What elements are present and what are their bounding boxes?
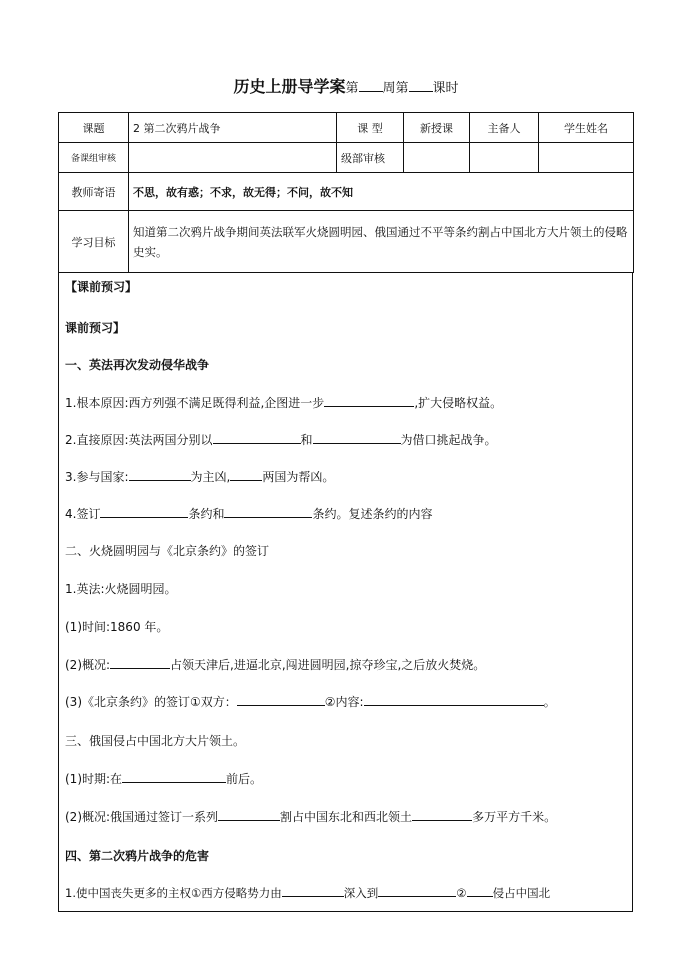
dept-review-label: 级部审核 xyxy=(337,143,404,173)
item-treaties xyxy=(65,505,432,522)
lesson-type-label: 课 型 xyxy=(337,113,404,143)
header-table xyxy=(58,112,634,273)
teacher-message-value: 不思，故有惑；不求，故无得；不问，故不知 xyxy=(129,173,634,211)
study-content xyxy=(58,272,633,912)
blank-root-cause[interactable] xyxy=(324,394,414,407)
topic-value: 2 第二次鸦片战争 xyxy=(129,113,337,143)
item-period xyxy=(65,770,262,787)
blank-content[interactable] xyxy=(364,693,544,706)
item-period-tail: 前后。 xyxy=(226,772,263,786)
section-four-heading: 四、第二次鸦片战争的危害 xyxy=(65,849,210,863)
week-blank[interactable] xyxy=(359,79,383,92)
blank-main-aggressor[interactable] xyxy=(129,468,191,481)
item-harm xyxy=(65,884,550,901)
item-treaties-text: 4.签订 xyxy=(65,507,101,521)
blank-direct-cause-2[interactable] xyxy=(313,431,401,444)
title-week-mid: 周第 xyxy=(382,81,409,96)
item-root-cause xyxy=(65,394,502,411)
learning-goal-value: 知道第二次鸦片战争期间英法联军火烧圆明园、俄国通过不平等条约割占中国北方大片领土的侵略史实。 xyxy=(129,211,634,273)
item-russia-overview-text: (2)概况:俄国通过签订一系列 xyxy=(65,810,219,824)
title-period-suffix: 课时 xyxy=(432,81,459,96)
item-direct-cause-text: 2.直接原因:英法两国分别以 xyxy=(65,433,213,447)
item-treaties-mid: 条约和 xyxy=(188,507,225,521)
item-burning: 1.英法:火烧圆明园。 xyxy=(65,582,177,596)
item-harm-mid: 深入到 xyxy=(343,886,379,900)
learning-goal-label: 学习目标 xyxy=(59,211,129,273)
title-week-prefix: 第 xyxy=(345,81,359,96)
dept-review-cell-3[interactable] xyxy=(539,143,634,173)
blank-treaty-1[interactable] xyxy=(100,505,188,518)
item-beijing-treaty-text: (3)《北京条约》的签订①双方： xyxy=(65,695,237,709)
item-harm-tail: 侵占中国北 xyxy=(492,886,551,900)
item-countries-text: 3.参与国家: xyxy=(65,470,129,484)
item-countries-tail: 两国为帮凶。 xyxy=(262,470,335,484)
lesson-type-value: 新授课 xyxy=(404,113,470,143)
section-one-heading: 一、英法再次发动侵华战争 xyxy=(65,358,210,372)
page-title xyxy=(0,74,692,97)
group-review-label: 备课组审核 xyxy=(59,143,129,173)
item-countries xyxy=(65,468,334,485)
item-beijing-treaty-mid: ②内容: xyxy=(324,695,364,709)
item-direct-cause-and: 和 xyxy=(300,433,313,447)
blank-period[interactable] xyxy=(122,770,226,783)
section-preview-subheading: 课前预习】 xyxy=(65,321,126,335)
section-preview-heading: 【课前预习】 xyxy=(65,280,138,294)
item-period-text: (1)时期:在 xyxy=(65,772,123,786)
item-overview-tail: 占领天津后,进逼北京,闯进圆明园,掠夺珍宝,之后放火焚烧。 xyxy=(170,658,486,672)
item-beijing-treaty-tail: 。 xyxy=(543,695,556,709)
item-countries-mid: 为主凶, xyxy=(190,470,231,484)
item-beijing-treaty xyxy=(65,693,556,710)
item-time: (1)时间:1860 年。 xyxy=(65,620,169,634)
blank-direct-cause-1[interactable] xyxy=(213,431,301,444)
group-review-cell[interactable] xyxy=(129,143,337,173)
blank-area[interactable] xyxy=(412,808,472,821)
item-root-cause-tail: ,扩大侵略权益。 xyxy=(414,396,503,410)
title-main: 历史上册导学案 xyxy=(233,77,346,96)
preparer-label: 主备人 xyxy=(470,113,539,143)
blank-parties[interactable] xyxy=(237,693,325,706)
item-root-cause-text: 1.根本原因:西方列强不满足既得利益,企图进一步 xyxy=(65,396,325,410)
period-blank[interactable] xyxy=(409,79,433,92)
item-russia-overview-mid: 割占中国东北和西北领土 xyxy=(280,810,413,824)
section-two-heading: 二、火烧圆明园与《北京条约》的签订 xyxy=(65,544,270,558)
student-name-label: 学生姓名 xyxy=(539,113,634,143)
blank-harm-1[interactable] xyxy=(282,884,344,897)
item-direct-cause-tail: 为借口挑起战争。 xyxy=(400,433,497,447)
blank-treaty-2[interactable] xyxy=(224,505,312,518)
blank-harm-2[interactable] xyxy=(378,884,456,897)
item-direct-cause xyxy=(65,431,497,448)
blank-accomplices[interactable] xyxy=(230,468,262,481)
item-russia-overview-tail: 多万平方千米。 xyxy=(472,810,557,824)
blank-treaties-series[interactable] xyxy=(218,808,280,821)
teacher-message-label: 教师寄语 xyxy=(59,173,129,211)
item-russia-overview xyxy=(65,808,556,825)
dept-review-cell[interactable] xyxy=(404,143,470,173)
item-overview-text: (2)概况: xyxy=(65,658,111,672)
item-harm-text: 1.使中国丧失更多的主权①西方侵略势力由 xyxy=(65,886,282,900)
blank-harm-3[interactable] xyxy=(467,884,493,897)
blank-overview[interactable] xyxy=(110,656,170,669)
section-three-heading: 三、俄国侵占中国北方大片领土。 xyxy=(65,734,246,748)
topic-label: 课题 xyxy=(59,113,129,143)
dept-review-cell-2[interactable] xyxy=(470,143,539,173)
item-overview xyxy=(65,656,485,673)
item-harm-mid-2: ② xyxy=(456,886,467,900)
item-treaties-tail: 条约。复述条约的内容 xyxy=(312,507,433,521)
